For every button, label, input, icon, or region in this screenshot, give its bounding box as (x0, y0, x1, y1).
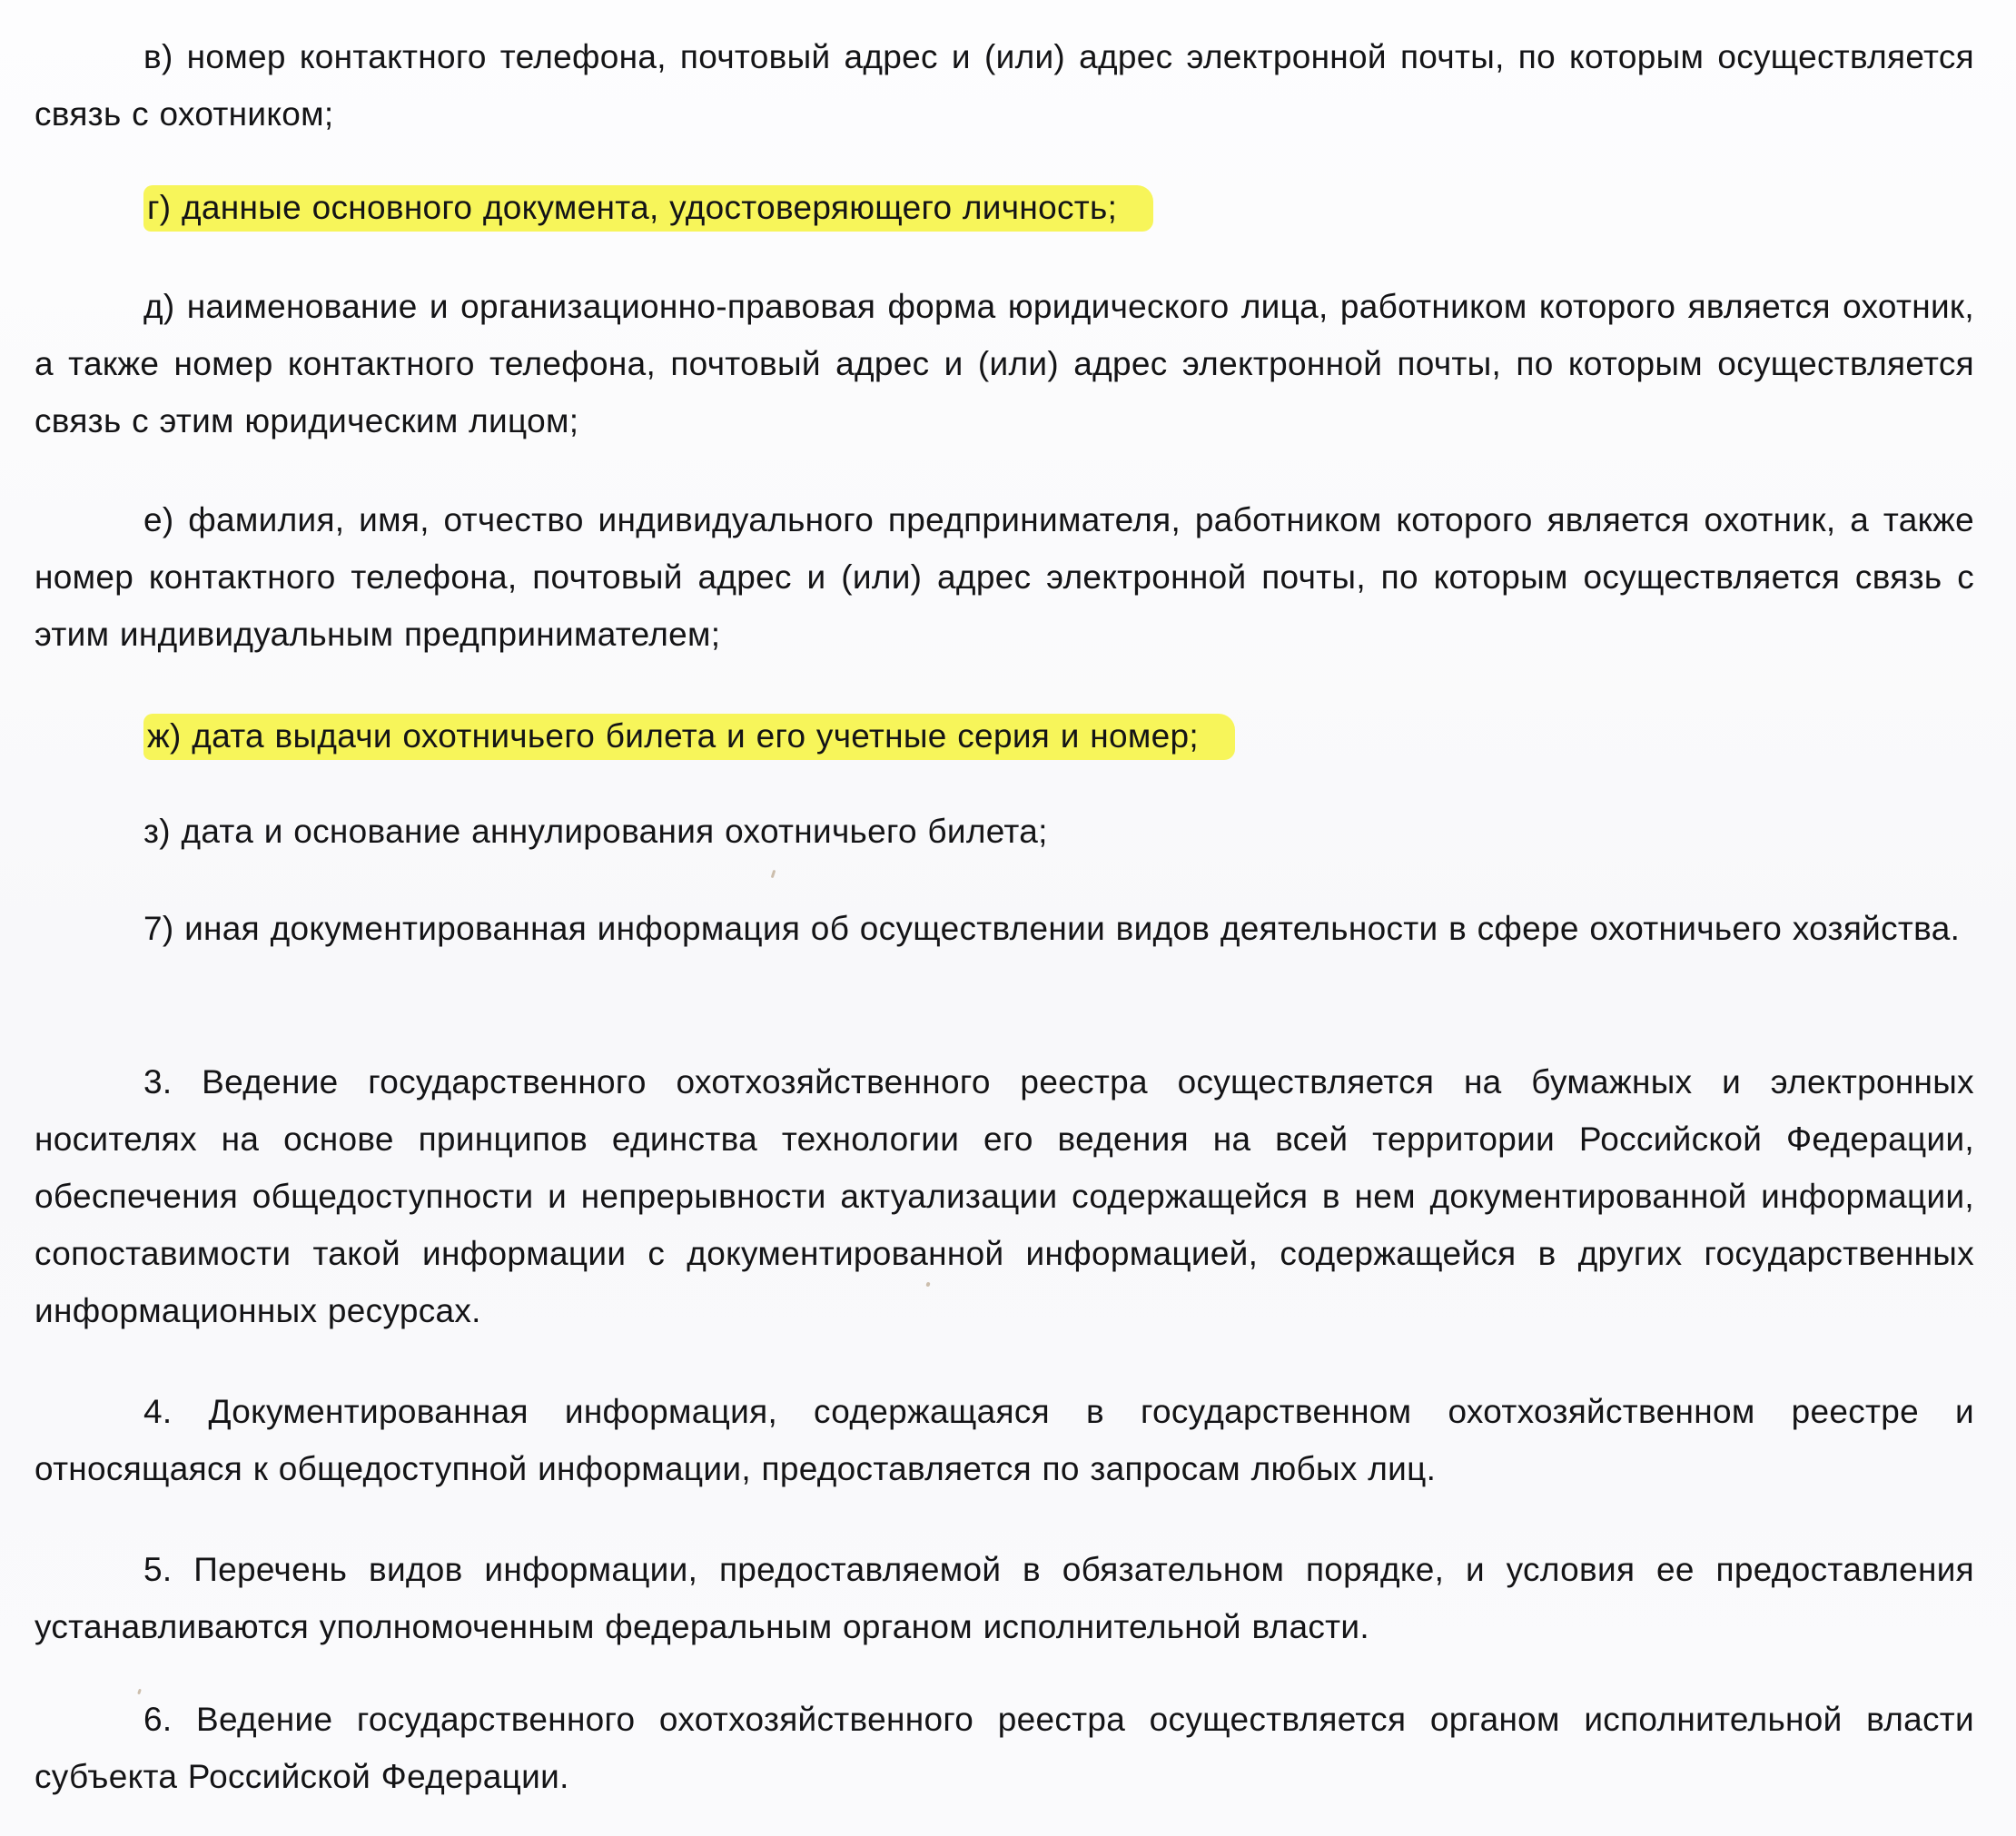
paragraph-text: 6. Ведение государственного охотхозяйственного реестра осуществляется органом исполнительной власти субъекта Российской Федерации. (35, 1701, 1974, 1795)
highlighted-text: ж) дата выдачи охотничьего билета и его учетные серия и номер; (143, 714, 1235, 760)
paragraph-section-3 (35, 1053, 1974, 1339)
paragraph-item-7 (35, 900, 1974, 957)
paragraph-item-e (35, 491, 1974, 663)
paragraph-item-z (35, 803, 1974, 860)
highlighted-text: г) данные основного документа, удостоверяющего личность; (143, 185, 1153, 232)
paragraph-item-zh (35, 707, 1974, 765)
paragraph-item-g (35, 179, 1974, 236)
paragraph-text: з) дата и основание аннулирования охотничьего билета; (143, 813, 1048, 850)
paragraph-text: 3. Ведение государственного охотхозяйственного реестра осуществляется на бумажных и электронных носителях на основе принципов единства технологии его ведения на всей территории Российской Федерации, обеспечения общедоступности и непрерывности актуализации содержащейся в нем документированной информации, сопоставимости такой информации с документированной информацией, содержащейся в других государственных информационных ресурсах. (35, 1063, 1974, 1329)
paragraph-item-d (35, 278, 1974, 449)
paragraph-text: 4. Документированная информация, содержащаяся в государственном охотхозяйственном реестре и относящаяся к общедоступной информации, предоставляется по запросам любых лиц. (35, 1393, 1974, 1487)
paper-speck (771, 870, 776, 878)
paragraph-item-v (35, 28, 1974, 143)
paragraph-text: 5. Перечень видов информации, предоставляемой в обязательном порядке, и условия ее предоставления устанавливаются уполномоченным федеральным органом исполнительной власти. (35, 1551, 1974, 1645)
paragraph-section-5 (35, 1541, 1974, 1655)
paragraph-text: д) наименование и организационно-правовая форма юридического лица, работником которого является охотник, а также номер контактного телефона, почтовый адрес и (или) адрес электронной почты, по которым осуществляется связь с этим юридическим лицом; (35, 288, 1974, 439)
paragraph-text: 7) иная документированная информация об осуществлении видов деятельности в сфере охотничьего хозяйства. (143, 910, 1961, 947)
paragraph-text: е) фамилия, имя, отчество индивидуального предпринимателя, работником которого является охотник, а также номер контактного телефона, почтовый адрес и (или) адрес электронной почты, по которым осуществляется связь с этим индивидуальным предпринимателем; (35, 501, 1974, 653)
paragraph-section-4 (35, 1383, 1974, 1497)
paragraph-section-6 (35, 1691, 1974, 1805)
paragraph-text: в) номер контактного телефона, почтовый адрес и (или) адрес электронной почты, по которым осуществляется связь с охотником; (35, 38, 1974, 133)
